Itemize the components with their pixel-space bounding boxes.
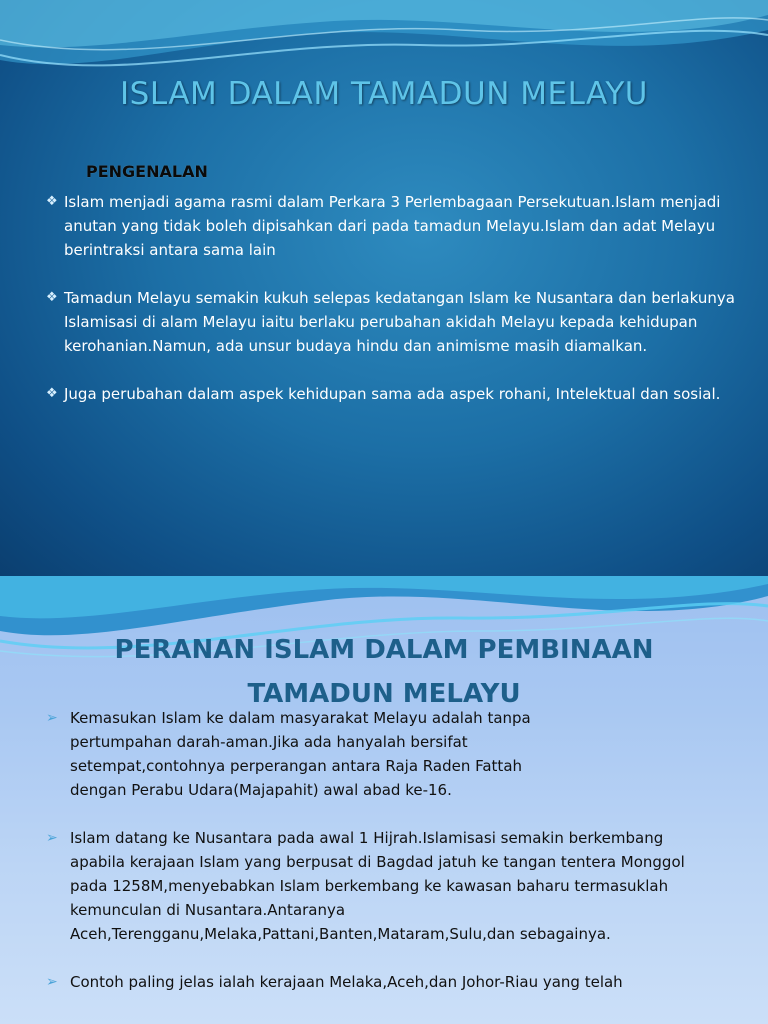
paragraph-text: Kemasukan Islam ke dalam masyarakat Melayu adalah tanpa pertumpahan darah-aman.Jika ada hanyalah bersifat setempat,contohnya perperangan antara Raja Raden Fattah dengan Perabu Udara(Majapahit) awal abad ke-16.	[70, 709, 531, 799]
slide-title	[0, 628, 768, 716]
slide-body	[46, 706, 746, 1018]
paragraph-text: Contoh paling jelas ialah kerajaan Melaka,Aceh,dan Johor-Riau yang telah	[70, 973, 623, 991]
section-heading: PENGENALAN	[86, 162, 208, 181]
paragraph-text: Juga perubahan dalam aspek kehidupan sama ada aspek rohani, Intelektual dan sosial.	[64, 385, 721, 403]
diamond-bullet-icon: ❖	[46, 290, 58, 305]
diamond-bullet-icon: ❖	[46, 386, 58, 401]
list-item	[46, 286, 736, 358]
paragraph-text: Tamadun Melayu semakin kukuh selepas kedatangan Islam ke Nusantara dan berlakunya Islamisasi di alam Melayu iaitu berlaku perubahan akidah Melayu kepada kehidupan kerohanian.Namun, ada unsur budaya hindu dan animisme masih diamalkan.	[64, 289, 735, 355]
title-line-1: PERANAN ISLAM DALAM PEMBINAAN	[114, 635, 654, 665]
diamond-bullet-icon: ❖	[46, 194, 58, 209]
arrow-bullet-icon: ➢	[46, 830, 58, 846]
slide-2	[0, 576, 768, 1024]
arrow-bullet-icon: ➢	[46, 710, 58, 726]
arrow-bullet-icon: ➢	[46, 974, 58, 990]
paragraph-text: Islam datang ke Nusantara pada awal 1 Hijrah.Islamisasi semakin berkembang apabila kerajaan Islam yang berpusat di Bagdad jatuh ke tangan tentera Monggol pada 1258M,menyebabkan Islam berkembang ke kawasan baharu termasuklah kemunculan di Nusantara.Antaranya Aceh,Terengganu,Melaka,Pattani,Banten,Mataram,Sulu,dan sebagainya.	[70, 829, 685, 943]
paragraph-text: Islam menjadi agama rasmi dalam Perkara 3 Perlembagaan Persekutuan.Islam menjadi anutan yang tidak boleh dipisahkan dari pada tamadun Melayu.Islam dan adat Melayu berintraksi antara sama lain	[64, 193, 721, 259]
list-item	[46, 970, 746, 994]
list-item	[46, 706, 746, 802]
list-item	[46, 382, 736, 406]
list-item	[46, 826, 746, 946]
title-line-2: TAMADUN MELAYU	[247, 679, 521, 709]
slide-body	[46, 190, 736, 430]
list-item	[46, 190, 736, 262]
slide-title: ISLAM DALAM TAMADUN MELAYU	[120, 76, 648, 112]
